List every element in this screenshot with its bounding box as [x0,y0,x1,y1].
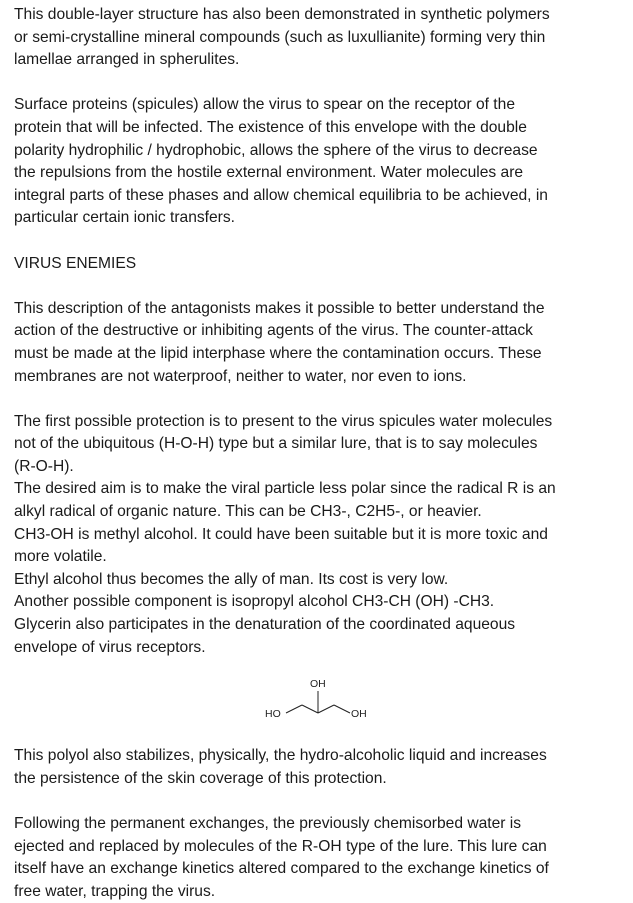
heading-text: VIRUS ENEMIES [14,254,137,272]
text-line: This description of the antagonists makes it possible to better understand the [14,299,545,317]
bond [302,705,318,713]
text-line: envelope of virus receptors. [14,638,206,656]
text-line: Another possible component is isopropyl alcohol CH3-CH (OH) -CH3. [14,593,495,611]
text-line: action of the destructive or inhibiting agents of the virus. The counter-attack [14,322,533,340]
text-line: ejected and replaced by molecules of the R-OH type of the lure. This lure can [14,837,547,855]
text-line: the repulsions from the hostile external environment. Water molecules are [14,164,524,182]
text-line: This polyol also stabilizes, physically, the hydro-alcoholic liquid and increases [14,747,547,765]
bond [286,705,302,713]
text-line: particular certain ionic transfers. [14,209,236,227]
paragraph-protection [14,411,622,660]
paragraph-surface-proteins [14,94,622,230]
paragraph-polyol [14,745,622,790]
text-line: integral parts of these phases and allow chemical equilibria to be achieved, in [14,186,548,204]
text-line: CH3-OH is methyl alcohol. It could have been suitable but it is more toxic and [14,525,548,543]
text-line: must be made at the lipid interphase where the contamination occurs. These [14,344,542,362]
text-line: alkyl radical of organic nature. This can be CH3-, C2H5-, or heavier. [14,503,482,521]
text-line: Surface proteins (spicules) allow the virus to spear on the receptor of the [14,96,515,114]
molecule-left-label: HO [265,708,281,721]
text-line: membranes are not waterproof, neither to water, nor even to ions. [14,367,467,385]
molecule-right-label: OH [351,708,367,721]
text-line: protein that will be infected. The existence of this envelope with the double [14,118,527,136]
text-line: The first possible protection is to present to the virus spicules water molecules [14,412,553,430]
paragraph-antagonists [14,298,622,388]
molecule-top-label: OH [310,678,326,691]
text-line: the persistence of the skin coverage of this protection. [14,769,387,787]
text-line: polarity hydrophilic / hydrophobic, allows the sphere of the virus to decrease [14,141,538,159]
text-line: more volatile. [14,548,107,566]
text-line: Glycerin also participates in the denaturation of the coordinated aqueous [14,616,516,634]
text-line: free water, trapping the virus. [14,882,216,900]
text-line: or semi-crystalline mineral compounds (such as luxullianite) forming very thin [14,28,546,46]
document-page [14,4,622,903]
text-line: This double-layer structure has also been demonstrated in synthetic polymers [14,6,550,23]
text-line: itself have an exchange kinetics altered compared to the exchange kinetics of [14,860,549,878]
bond [318,705,334,713]
text-line: The desired aim is to make the viral particle less polar since the radical R is an [14,480,556,498]
bond [334,705,350,713]
paragraph-double-layer [14,4,622,72]
text-line: Ethyl alcohol thus becomes the ally of man. Its cost is very low. [14,570,449,588]
text-line: (R-O-H). [14,457,74,475]
text-line: lamellae arranged in spherulites. [14,51,240,69]
text-line: Following the permanent exchanges, the previously chemisorbed water is [14,815,522,832]
section-heading [14,253,622,276]
glycerin-skeleton [286,691,350,713]
paragraph-exchanges [14,813,622,903]
glycerin-structure-diagram [14,661,622,725]
text-line: not of the ubiquitous (H-O-H) type but a similar lure, that is to say molecules [14,435,538,453]
